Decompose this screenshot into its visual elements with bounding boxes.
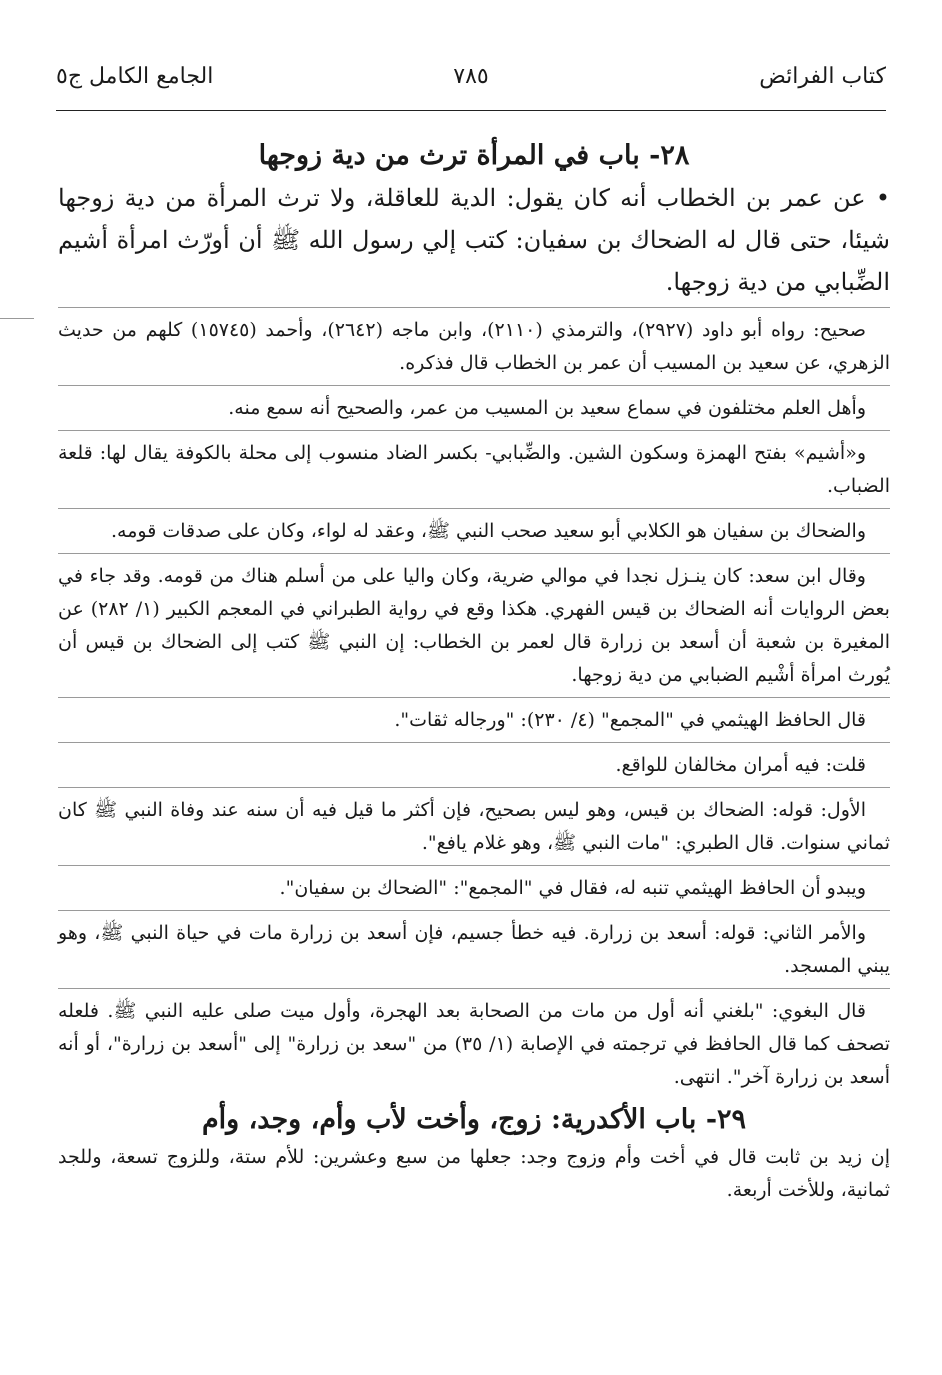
commentary-paragraph: قلت: فيه أمران مخالفان للواقع. xyxy=(615,754,866,776)
divider xyxy=(58,508,890,509)
divider xyxy=(58,697,890,698)
commentary-paragraph: والأمر الثاني: قوله: أسعد بن زرارة. فيه خطأ جسيم، فإن أسعد بن زرارة مات في حياة النبي ﷺ، وهو يبني المسجد. xyxy=(58,922,890,977)
divider xyxy=(58,988,890,989)
commentary-paragraph: وقال ابن سعد: كان ينـزل نجدا في موالي ضرية، وكان واليا على من أسلم هناك من قومه. وقد جاء في بعض الروايات أنه الضحاك بن قيس الفهري. هكذا وقع في رواية الطبراني في المعجم الكبير (١/ ٢٨٢) عن المغيرة بن شعبة أن أسعد بن زرارة قال لعمر بن الخطاب: إن النبي ﷺ كتب إلى الضحاك بن قيس أن يُورث امرأة أشْيم الضبابي من دية زوجها. xyxy=(58,565,890,686)
divider xyxy=(58,787,890,788)
running-header xyxy=(56,64,886,104)
chapter-29-text: إن زيد بن ثابت قال في أخت وأم وزوج وجد: جعلها من سبع وعشرين: للأم ستة، وللزوج تسعة، وللجد ثمانية، وللأخت أربعة. xyxy=(58,1146,890,1201)
commentary-paragraph: وأهل العلم مختلفون في سماع سعيد بن المسيب من عمر، والصحيح أنه سمع منه. xyxy=(228,397,866,419)
divider xyxy=(58,385,890,386)
commentary-paragraph: و«أشيم» بفتح الهمزة وسكون الشين. والضِّبابي- بكسر الضاد منسوب إلى محلة بالكوفة يقال لها: قلعة الضباب. xyxy=(58,442,890,497)
chapter-heading-29: ٢٩- باب الأكدرية: زوج، وأخت لأب وأم، وجد، وأم xyxy=(201,1104,747,1135)
hadith-text: • عن عمر بن الخطاب أنه كان يقول: الدية للعاقلة، ولا ترث المرأة من دية زوجها شيئا، حتى قال له الضحاك بن سفيان: كتب إلي رسول الله ﷺ أن أورّث امرأة أشيم الضِّبابي من دية زوجها. xyxy=(58,184,890,296)
commentary-paragraph: قال الحافظ الهيثمي في "المجمع" (٤/ ٢٣٠): "ورجاله ثقات". xyxy=(394,709,866,731)
grading-paragraph: صحيح: رواه أبو داود (٢٩٢٧)، والترمذي (٢١١٠)، وابن ماجه (٢٦٤٢)، وأحمد (١٥٧٤٥) كلهم من حديث الزهري، عن سعيد بن المسيب أن عمر بن الخطاب قال فذكره. xyxy=(58,319,890,374)
divider xyxy=(58,910,890,911)
header-volume-title: الجامع الكامل ج٥ xyxy=(56,64,214,89)
divider xyxy=(58,742,890,743)
page-number: ٧٨٥ xyxy=(453,64,489,89)
divider xyxy=(58,865,890,866)
commentary-paragraph: الأول: قوله: الضحاك بن قيس، وهو ليس بصحيح، فإن أكثر ما قيل فيه أن سنه عند وفاة النبي ﷺ كان ثماني سنوات. قال الطبري: "مات النبي ﷺ، وهو غلام يافع". xyxy=(58,799,890,854)
commentary-paragraph: قال البغوي: "بلغني أنه أول من مات من الصحابة بعد الهجرة، وأول ميت صلى عليه النبي ﷺ. فلعله تصحف كما قال الحافظ في ترجمته في الإصابة (١/ ٣٥) من "سعد بن زرارة" إلى "أسعد بن زرارة"، أو أنه أسعد بن زرارة آخر". انتهى. xyxy=(58,1000,890,1088)
commentary-paragraph: ويبدو أن الحافظ الهيثمي تنبه له، فقال في "المجمع": "الضحاك بن سفيان". xyxy=(279,877,866,899)
page-content xyxy=(58,130,890,1212)
margin-mark xyxy=(0,318,34,319)
chapter-heading-28: ٢٨- باب في المرأة ترث من دية زوجها xyxy=(258,140,690,171)
divider xyxy=(58,430,890,431)
header-rule xyxy=(56,110,886,111)
commentary-paragraph: والضحاك بن سفيان هو الكلابي أبو سعيد صحب النبي ﷺ، وعقد له لواء، وكان على صدقات قومه. xyxy=(111,520,866,542)
divider xyxy=(58,307,890,308)
divider xyxy=(58,553,890,554)
header-book-title: كتاب الفرائض xyxy=(759,64,886,89)
